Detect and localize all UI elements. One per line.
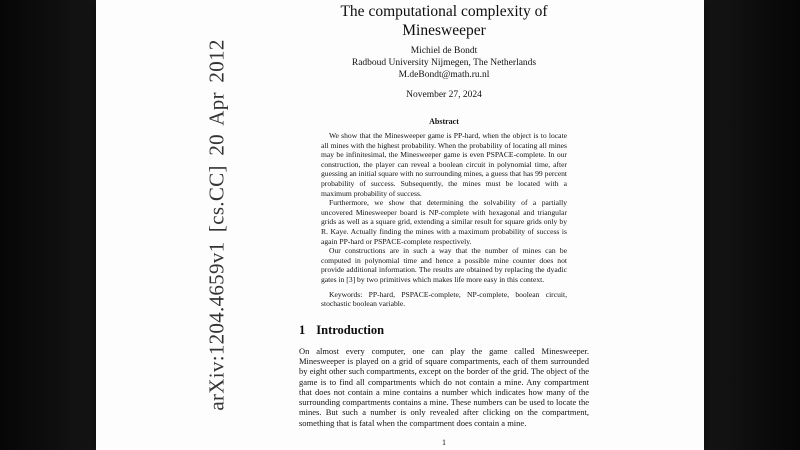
page-number: 1 <box>442 438 446 447</box>
paper-content <box>299 0 589 450</box>
author-name: Michiel de Bondt <box>410 46 478 56</box>
letterbox-right <box>704 0 800 450</box>
paper-title: The computational complexity of Minesweeper <box>340 3 548 39</box>
section-heading <box>299 323 589 338</box>
abstract-paragraph-3: Our constructions are in such a way that the number of mines can be computed in polynomial time and hence a possible mine counter does not provide additional information. The results are obtained by replacing the dyadic gates in [3] by two primitives which makes life more easy in this context. <box>321 246 567 284</box>
author-email: M.deBondt@math.ru.nl <box>398 70 490 80</box>
paper-date: November 27, 2024 <box>406 90 482 100</box>
author-affiliation: Radboud University Nijmegen, The Netherlands <box>351 58 537 68</box>
section-title: Introduction <box>316 322 385 337</box>
author-block <box>299 45 589 81</box>
abstract-section <box>321 117 567 309</box>
abstract-paragraph-1: We show that the Minesweeper game is PP-hard, when the object is to locate all mines with the highest probability. When the probability of locating all mines may be infinitesimal, the Minesweeper game is even PSPACE-complete. In our construction, the player can reveal a boolean circuit in polynomial time, after guessing an initial square with no surrounding mines, a guess that has 99 percent probability of success. Subsequently, the mines must be located with a maximum probability of success. <box>321 131 567 198</box>
abstract-paragraph-2: Furthermore, we show that determining the solvability of a partially uncovered Minesweeper board is NP-complete with hexagonal and triangular grids as well as a square grid, extending a similar result for square grids only by R. Kaye. Actually finding the mines with a maximum probability of success is again PP-hard or PSPACE-complete respectively. <box>321 198 567 246</box>
paper-page <box>96 0 704 450</box>
arxiv-watermark: arXiv:1204.4659v1 [cs.CC] 20 Apr 2012 <box>204 39 229 411</box>
letterbox-left <box>0 0 96 450</box>
keywords-line: Keywords: PP-hard, PSPACE-complete, NP-complete, boolean circuit, stochastic boolean variable. <box>321 289 567 309</box>
introduction-paragraph: On almost every computer, one can play the game called Minesweeper. Minesweeper is played on a grid of square compartments, each of them surrounded by eight other such compartments, except on the border of the grid. The object of the game is to find all compartments which do not contain a mine. Any compartment that does not contain a mine contains a number which indicates how many of the surrounding compartments contains a mine. These numbers can be used to locate the mines. But such a number is only revealed after clicking on the compartment, something that is fatal when the compartment does contain a mine. <box>299 345 589 428</box>
abstract-heading: Abstract <box>429 117 459 126</box>
section-number: 1 <box>299 322 306 337</box>
